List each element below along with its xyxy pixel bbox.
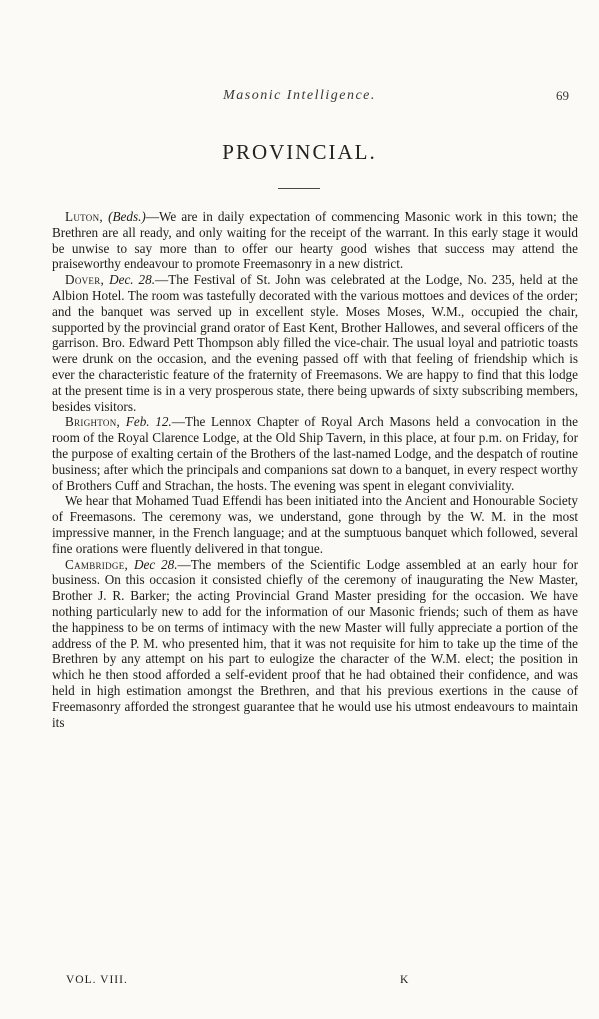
paragraph-text: We hear that Mohamed Tuad Effendi has been initiated into the Ancient and Honourable Society of Freemasons. The ceremony was, we understand, gone through by the W. M. in the most impressive manner, in the French language; and at the sumptuous banquet which followed, several fine orations were fluently delivered in that tongue. <box>52 493 578 556</box>
page-footer <box>52 974 578 990</box>
article-body <box>52 209 578 730</box>
running-title: Masonic Intelligence. <box>223 88 376 103</box>
section-title: PROVINCIAL. <box>222 140 377 164</box>
dateline-place: Luton, <box>65 209 103 224</box>
dateline-date: Dec 28. <box>133 556 178 572</box>
paragraph-cambridge <box>52 557 578 731</box>
running-head <box>0 88 599 108</box>
paragraph-text: —The Lennox Chapter of Royal Arch Masons held a convocation in the room of the Royal Clarence Lodge, at the Old Ship Tavern, in this place, at four p.m. on Friday, for the purpose of exalting certain of the Brothers of the last-named Lodge, and the despatch of routine business; after which the principals and companions sat down to a banquet, in every respect worthy of Brothers Cuff and Strachan, the hosts. The evening was spent in elegant conviviality. <box>52 414 578 493</box>
dateline-date: Dec. 28. <box>109 272 156 288</box>
paragraph-dover <box>52 272 578 414</box>
paragraph-text: —We are in daily expectation of commencing Masonic work in this town; the Brethren are all ready, and only waiting for the receipt of the warrant. In this early stage it would be unwise to say more than to offer our hearty good wishes that success may attend the praiseworthy endeavour to promote Freemasonry in a new district. <box>52 209 579 272</box>
title-rule <box>278 188 320 189</box>
dateline-place: Cambridge, <box>65 556 129 572</box>
dateline-date: (Beds.) <box>108 209 146 224</box>
paragraph-effendi <box>52 493 578 556</box>
dateline-place: Dover, <box>65 272 105 288</box>
dateline-place: Brighton, <box>65 414 121 430</box>
signature-mark: K <box>400 974 409 986</box>
paragraph-text: —The Festival of St. John was celebrated at the Lodge, No. 235, held at the Albion Hotel. The room was tastefully decorated with the various mottoes and devices of the order; and the banquet was served up in excellent style. Moses Moses, W.M., occupied the chair, supported by the provincial grand orator of East Kent, Brother Hallowes, and several officers of the garrison. Bro. Edward Pett Thompson ably filled the vice-chair. The usual loyal and patriotic toasts were drunk on the occasion, and the evening passed off with that feeling of friendship which is ever the characteristic feature of the fraternity of Freemasons. We are happy to find that this lodge at the present time is in a very prosperous state, there being upwards of sixty subscribing members, besides visitors. <box>52 272 579 414</box>
page-number: 69 <box>556 88 569 103</box>
paragraph-text: —The members of the Scientific Lodge assembled at an early hour for business. On this occasion it consisted chiefly of the ceremony of inaugurating the New Master, Brother J. R. Barker; the acting Provincial Grand Master presiding for the occasion. We have nothing particularly new to add for the information of our Masonic friends; such of them as have the happiness to be on terms of intimacy with the new Master will fully appreciate a portion of the address of the P. M. who presented him, that it was not requisite for him to take up the time of the Brethren by any attempt on his part to eulogize the character of the W.M. elect; the position in which he then stood afforded a self-evident proof that he had obtained their confidence, and was held in high estimation amongst the Brethren, and that his previous exertions in the cause of Freemasonry afforded the strongest guarantee that he would use his utmost endeavours to maintain its <box>52 556 579 730</box>
volume-label: VOL. VIII. <box>66 974 128 986</box>
paragraph-luton <box>52 209 578 272</box>
dateline-date: Feb. 12. <box>125 414 172 430</box>
paragraph-brighton <box>52 414 578 493</box>
